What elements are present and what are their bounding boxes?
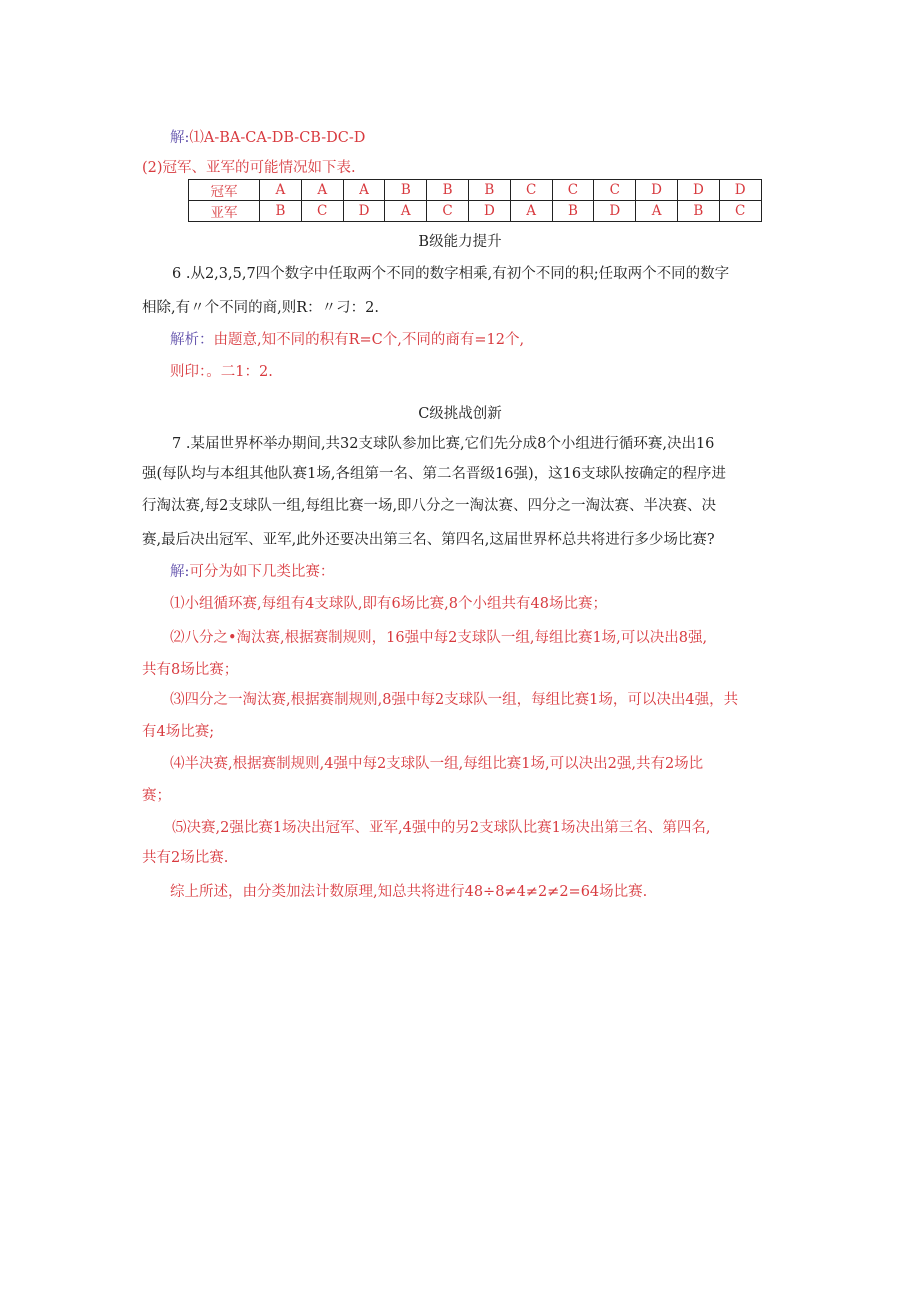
q7-step5-line1: ⑸决赛,2强比赛1场决出冠军、亚军,4强中的另2支球队比赛1场决出第三名、第四名, (172, 820, 711, 836)
q6-answer-line1 (170, 330, 524, 350)
table-cell: C (427, 201, 469, 222)
q7-step2-line1: ⑵八分之•淘汰赛,根据赛制规则，16强中每2支球队一组,每组比赛1场,可以决出8强, (170, 630, 708, 646)
table-cell: B (260, 201, 302, 222)
section-c-heading: C级挑战创新 (418, 406, 502, 422)
section-b-heading: B级能力提升 (418, 234, 502, 250)
table-cell: D (636, 180, 678, 201)
q7-line2: 强(每队均与本组其他队赛1场,各组第一名、第二名晋级16强)，这16支球队按确定的程序进 (142, 466, 727, 482)
table-cell: A (385, 201, 427, 222)
q5-part1: ⑴A-BA-CA-DB-CB-DC-D (189, 130, 366, 146)
q7-line1: 7 .某届世界杯举办期间,共32支球队参加比赛,它们先分成8个小组进行循环赛,决出16 (172, 436, 715, 452)
q7-step4-line1: ⑷半决赛,根据赛制规则,4强中每2支球队一组,每组比赛1场,可以决出2强,共有2场比 (170, 756, 704, 772)
table-cell: C (301, 201, 343, 222)
table-cell: B (385, 180, 427, 201)
table-row (189, 201, 762, 222)
table-cell: B (468, 180, 510, 201)
q7-step3-line1: ⑶四分之一淘汰赛,根据赛制规则,8强中每2支球队一组，每组比赛1场，可以决出4强，共 (170, 692, 739, 708)
q7-intro: 可分为如下几类比赛： (189, 564, 335, 580)
table-cell: B (427, 180, 469, 201)
table-row-header: 亚军 (189, 201, 260, 222)
q7-line3: 行淘汰赛,每2支球队一组,每组比赛一场,即八分之一淘汰赛、四分之一淘汰赛、半决赛、决 (142, 498, 717, 514)
table-cell: A (636, 201, 678, 222)
q6-answer1: 由题意,知不同的积有R=C个,不同的商有=12个, (213, 332, 525, 348)
q5-solution-label: 解: (170, 130, 190, 146)
q7-step5-line2: 共有2场比赛. (142, 850, 229, 866)
table-cell: D (468, 201, 510, 222)
table-cell: A (510, 201, 552, 222)
table-cell: D (343, 201, 385, 222)
table-row-header: 冠军 (189, 180, 260, 201)
q6-line1: 6 .从2,3,5,7四个数字中任取两个不同的数字相乘,有初个不同的积;任取两个不同的数字 (172, 266, 730, 282)
table-cell: B (677, 201, 719, 222)
table-cell: C (552, 180, 594, 201)
table-row (189, 180, 762, 201)
q7-solution-label: 解: (170, 564, 190, 580)
table-cell: D (594, 201, 636, 222)
q7-solution-intro (170, 562, 334, 582)
table-cell: C (719, 201, 761, 222)
table-cell: D (719, 180, 761, 201)
q7-step1: ⑴小组循环赛,每组有4支球队,即有6场比赛,8个小组共有48场比赛； (170, 596, 607, 612)
q6-line2: 相除,有〃个不同的商,则R：〃刁：2. (142, 300, 379, 316)
q7-line4: 赛,最后决出冠军、亚军,此外还要决出第三名、第四名,这届世界杯总共将进行多少场比赛? (142, 532, 715, 548)
table-cell: C (594, 180, 636, 201)
q5-answer-line1 (170, 128, 365, 148)
champion-runnerup-table (188, 179, 762, 222)
table-cell: C (510, 180, 552, 201)
q7-step2-line2: 共有8场比赛； (142, 662, 239, 678)
table-cell: B (552, 201, 594, 222)
q6-answer2: 则印：。二1：2. (170, 364, 273, 380)
q6-analysis-label: 解析： (170, 332, 214, 348)
table-cell: A (301, 180, 343, 201)
q7-step3-line2: 有4场比赛; (142, 724, 215, 740)
q7-summary: 综上所述，由分类加法计数原理,知总共将进行48÷8≠4≠2≠2=64场比赛. (170, 884, 648, 900)
q5-part2: (2)冠军、亚军的可能情况如下表. (142, 160, 356, 176)
table-cell: A (343, 180, 385, 201)
table-cell: A (260, 180, 302, 201)
table-cell: D (677, 180, 719, 201)
q7-step4-line2: 赛； (142, 788, 171, 804)
